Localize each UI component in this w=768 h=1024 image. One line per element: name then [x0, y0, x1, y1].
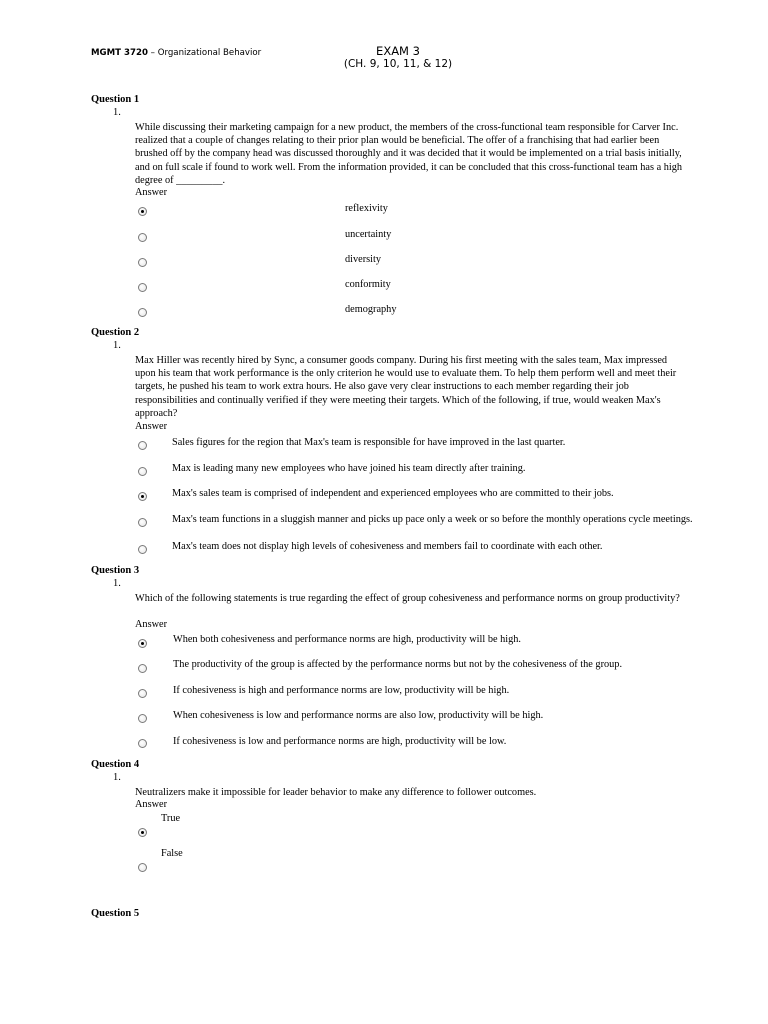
- option-label: False: [161, 848, 183, 859]
- option-label: Sales figures for the region that Max's team is responsible for have improved in the last quarter.: [172, 437, 566, 448]
- option-label: Max is leading many new employees who have joined his team directly after training.: [172, 463, 526, 474]
- radio-button[interactable]: [138, 233, 147, 242]
- radio-button[interactable]: [138, 258, 147, 267]
- option-label: Max's sales team is comprised of independent and experienced employees who are committed to their jobs.: [172, 488, 614, 499]
- option-label: The productivity of the group is affected by the performance norms but not by the cohesiveness of the group.: [173, 659, 623, 670]
- course-code: MGMT 3720: [91, 48, 148, 58]
- radio-button-selected[interactable]: [138, 639, 147, 648]
- course-name: – Organizational Behavior: [147, 48, 262, 58]
- radio-button[interactable]: [138, 739, 147, 748]
- radio-button[interactable]: [138, 283, 147, 292]
- option-label: conformity: [345, 279, 391, 290]
- question-title: Question 2: [91, 327, 140, 338]
- radio-button[interactable]: [138, 689, 147, 698]
- radio-button[interactable]: [138, 308, 147, 317]
- question-number: 1.: [113, 578, 121, 589]
- radio-button[interactable]: [138, 518, 147, 527]
- answer-label: Answer: [135, 799, 168, 810]
- radio-button-selected[interactable]: [138, 828, 147, 837]
- answer-label: Answer: [135, 619, 168, 630]
- radio-button-selected[interactable]: [138, 492, 147, 501]
- radio-button[interactable]: [138, 545, 147, 554]
- answer-label: Answer: [135, 421, 168, 432]
- radio-button[interactable]: [138, 664, 147, 673]
- option-label: uncertainty: [345, 229, 392, 240]
- option-label: Max's team functions in a sluggish manner and picks up pace only a week or so before the monthly operations cycle meetings.: [172, 514, 693, 525]
- option-label: True: [161, 813, 181, 824]
- radio-button[interactable]: [138, 863, 147, 872]
- question-number: 1.: [113, 340, 121, 351]
- question-title: Question 1: [91, 94, 140, 105]
- radio-button-selected[interactable]: [138, 207, 147, 216]
- question-text: Which of the following statements is true regarding the effect of group cohesiveness and performance norms on group productivity?: [135, 593, 680, 604]
- question-text: While discussing their marketing campaign for a new product, the members of the cross-functional team responsible for Carver Inc. realized that a couple of changes relating to their prior plan would be beneficial. The offer of a franchising that had earlier been brushed off by the company head was discussed thoroughly and it was decided that it would be implemented on a trial basis initially, and on full scale if found to work well. From the information provided, it can be concluded that this cross-functional team has a high degree of _________.: [135, 122, 683, 186]
- option-label: When both cohesiveness and performance norms are high, productivity will be high.: [173, 634, 521, 645]
- question-title: Question 5: [91, 908, 140, 919]
- exam-chapters: (CH. 9, 10, 11, & 12): [343, 58, 453, 70]
- radio-button[interactable]: [138, 441, 147, 450]
- option-label: demography: [345, 304, 397, 315]
- option-label: Max's team does not display high levels of cohesiveness and members fail to coordinate with each other.: [172, 541, 603, 552]
- option-label: reflexivity: [345, 203, 388, 214]
- question-number: 1.: [113, 107, 121, 118]
- radio-button[interactable]: [138, 714, 147, 723]
- question-text: Max Hiller was recently hired by Sync, a consumer goods company. During his first meeting with the sales team, Max impressed upon his team that work performance is the only criterion he would use to evaluate them. To help them perform well and meet their targets, he pushed his team to work extra hours. He also gave very clear instructions to each member regarding their job responsibilities and continually verified if they were meeting their targets. Which of the following, if true, would weaken Max's approach?: [135, 355, 677, 419]
- exam-title: EXAM 3: [376, 44, 420, 58]
- answer-label: Answer: [135, 187, 168, 198]
- radio-button[interactable]: [138, 467, 147, 476]
- option-label: If cohesiveness is low and performance norms are high, productivity will be low.: [173, 736, 507, 747]
- question-number: 1.: [113, 772, 121, 783]
- exam-header: [0, 45, 768, 71]
- option-label: When cohesiveness is low and performance norms are also low, productivity will be high.: [173, 710, 544, 721]
- question-title: Question 3: [91, 565, 140, 576]
- option-label: If cohesiveness is high and performance norms are low, productivity will be high.: [173, 685, 510, 696]
- question-title: Question 4: [91, 759, 140, 770]
- question-text: Neutralizers make it impossible for leader behavior to make any difference to follower outcomes.: [135, 787, 537, 798]
- option-label: diversity: [345, 254, 382, 265]
